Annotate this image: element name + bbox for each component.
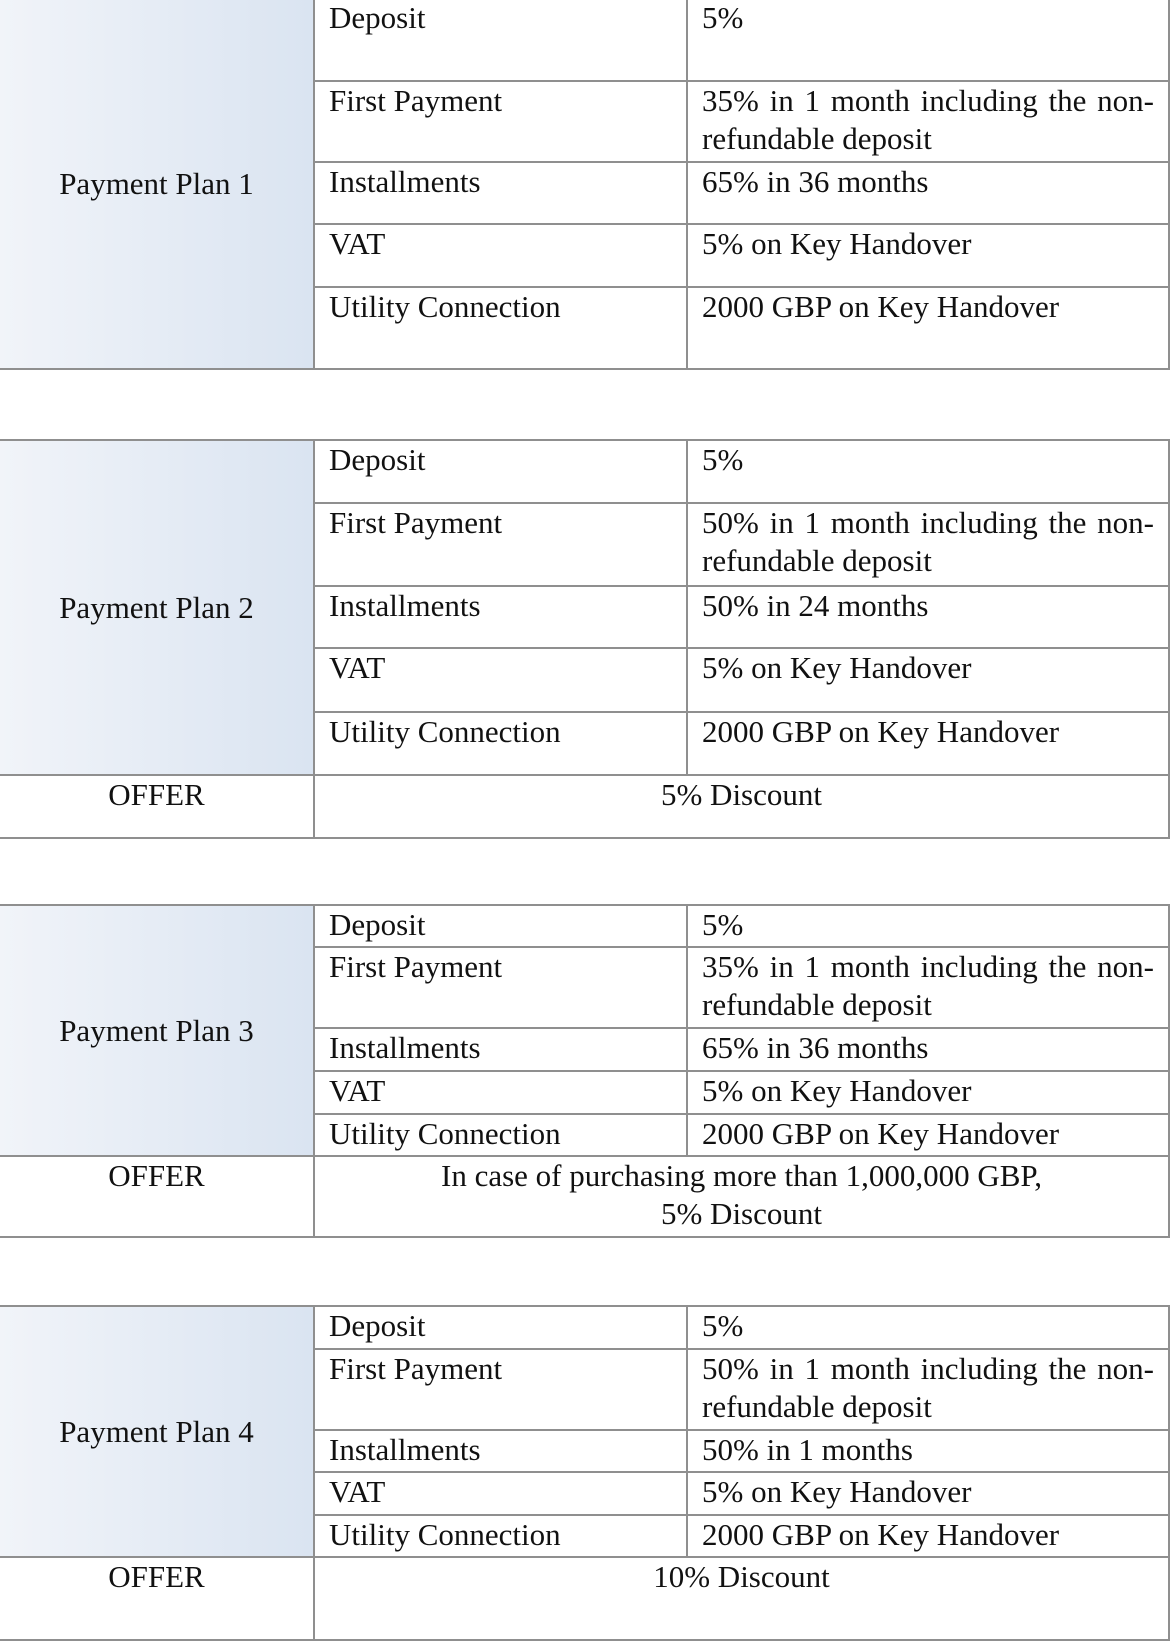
item-value-vat: 5% on Key Handover bbox=[687, 1472, 1169, 1515]
item-label-utility-connection: Utility Connection bbox=[314, 1114, 687, 1156]
item-value-first-payment: 35% in 1 month including the non-refundable deposit bbox=[687, 947, 1169, 1028]
offer-label: OFFER bbox=[0, 1156, 314, 1237]
item-label-installments: Installments bbox=[314, 586, 687, 648]
offer-value-line-1: In case of purchasing more than 1,000,000 GBP, bbox=[441, 1158, 1042, 1193]
plan-name: Payment Plan 2 bbox=[0, 440, 314, 775]
item-label-vat: VAT bbox=[314, 224, 687, 287]
offer-value: 5% Discount bbox=[314, 775, 1169, 838]
item-value-deposit: 5% bbox=[687, 0, 1169, 81]
item-value-deposit: 5% bbox=[687, 1306, 1169, 1349]
payment-plan-1-table bbox=[0, 0, 1170, 370]
item-label-first-payment: First Payment bbox=[314, 1349, 687, 1430]
offer-value: 10% Discount bbox=[314, 1557, 1169, 1640]
item-value-first-payment: 50% in 1 month including the non-refundable deposit bbox=[687, 1349, 1169, 1430]
item-value-installments: 50% in 1 months bbox=[687, 1430, 1169, 1472]
item-label-first-payment: First Payment bbox=[314, 503, 687, 586]
item-value-vat: 5% on Key Handover bbox=[687, 1071, 1169, 1114]
item-label-installments: Installments bbox=[314, 162, 687, 224]
plan-name: Payment Plan 4 bbox=[0, 1306, 314, 1557]
offer-label: OFFER bbox=[0, 1557, 314, 1640]
item-label-installments: Installments bbox=[314, 1430, 687, 1472]
item-label-utility-connection: Utility Connection bbox=[314, 287, 687, 369]
plan-name: Payment Plan 3 bbox=[0, 905, 314, 1156]
offer-value-line-2: 5% Discount bbox=[660, 1196, 822, 1231]
item-label-deposit: Deposit bbox=[314, 1306, 687, 1349]
item-value-utility-connection: 2000 GBP on Key Handover bbox=[687, 712, 1169, 775]
item-label-vat: VAT bbox=[314, 1472, 687, 1515]
item-value-vat: 5% on Key Handover bbox=[687, 648, 1169, 712]
item-label-deposit: Deposit bbox=[314, 905, 687, 947]
item-value-first-payment: 50% in 1 month including the non-refundable deposit bbox=[687, 503, 1169, 586]
payment-plan-4-table bbox=[0, 1305, 1170, 1641]
item-value-installments: 65% in 36 months bbox=[687, 1028, 1169, 1071]
item-value-deposit: 5% bbox=[687, 905, 1169, 947]
item-value-utility-connection: 2000 GBP on Key Handover bbox=[687, 287, 1169, 369]
item-value-utility-connection: 2000 GBP on Key Handover bbox=[687, 1114, 1169, 1156]
item-value-first-payment: 35% in 1 month including the non-refundable deposit bbox=[687, 81, 1169, 162]
item-label-deposit: Deposit bbox=[314, 440, 687, 503]
payment-plan-2-table bbox=[0, 439, 1170, 839]
offer-label: OFFER bbox=[0, 775, 314, 838]
item-label-installments: Installments bbox=[314, 1028, 687, 1071]
item-value-utility-connection: 2000 GBP on Key Handover bbox=[687, 1515, 1169, 1557]
item-label-first-payment: First Payment bbox=[314, 81, 687, 162]
item-value-vat: 5% on Key Handover bbox=[687, 224, 1169, 287]
item-value-deposit: 5% bbox=[687, 440, 1169, 503]
payment-plan-3-table bbox=[0, 904, 1170, 1238]
item-label-deposit: Deposit bbox=[314, 0, 687, 81]
item-value-installments: 50% in 24 months bbox=[687, 586, 1169, 648]
item-label-vat: VAT bbox=[314, 648, 687, 712]
offer-value bbox=[314, 1156, 1169, 1237]
item-label-utility-connection: Utility Connection bbox=[314, 712, 687, 775]
item-label-utility-connection: Utility Connection bbox=[314, 1515, 687, 1557]
item-label-vat: VAT bbox=[314, 1071, 687, 1114]
item-value-installments: 65% in 36 months bbox=[687, 162, 1169, 224]
item-label-first-payment: First Payment bbox=[314, 947, 687, 1028]
plan-name: Payment Plan 1 bbox=[0, 0, 314, 369]
